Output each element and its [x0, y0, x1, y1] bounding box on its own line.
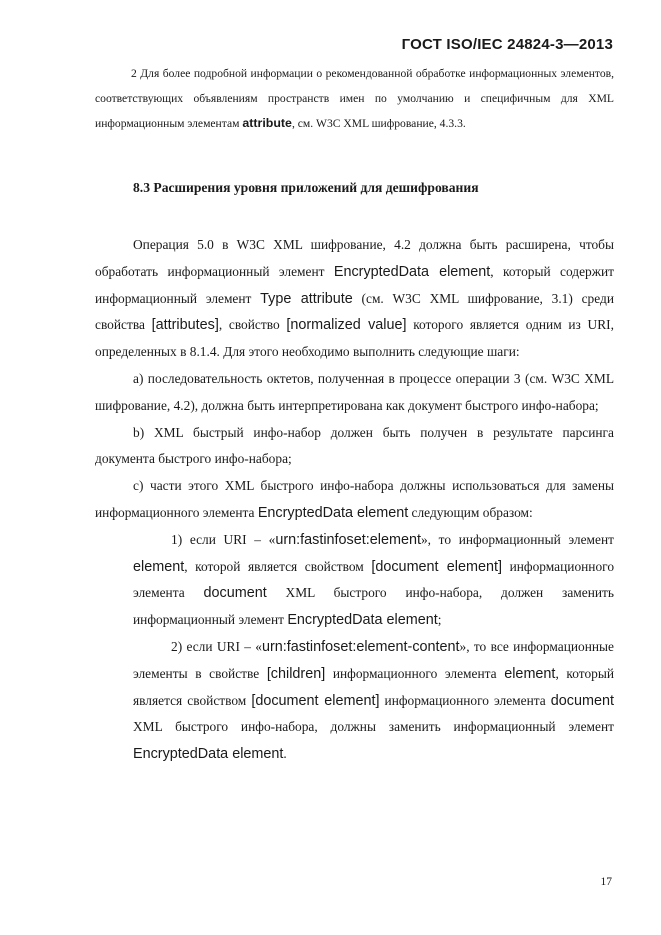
text-run: ; [437, 612, 442, 628]
list-item-a: а) последовательность октетов, полученная в процессе операции 3 (см. W3C XML шифрование, 4.2), должна быть интерпретирована как документ быстрого инфо-набора; [95, 370, 614, 413]
text-run: следующим образом: [408, 504, 533, 520]
term-document: document [203, 585, 267, 602]
term-type-attribute: Type attribute [260, 290, 353, 307]
section-title: 8.3 Расширения уровня приложений для дешифрования [133, 180, 479, 195]
text-run: , свойство [218, 317, 287, 333]
sub-item-1 [133, 527, 614, 634]
term-encrypteddata: EncryptedData element [257, 504, 409, 521]
text-run: . [283, 746, 287, 762]
text-run: 1) если URI – « [171, 531, 276, 547]
text-run: с) части этого XML быстрого инфо-набора должны использоваться для замены информационного элемента [95, 478, 614, 520]
note-2 [95, 62, 614, 137]
sub-item-2 [133, 634, 614, 768]
text-run: XML быстрого инфо-набора, должны заменить информационный элемент [133, 719, 614, 735]
term-document-element: [document element] [371, 558, 502, 575]
note-text-end: , см. W3C XML шифрование, 4.3.3. [291, 117, 466, 130]
text-run: 2) если URI – « [171, 638, 262, 654]
uri-element-content: urn:fastinfoset:element-content [261, 638, 460, 655]
page-number: 17 [600, 876, 612, 888]
text-run: , которой является свойством [184, 558, 372, 574]
term-document: document [550, 692, 614, 709]
term-element: element [504, 665, 556, 682]
text-run: информационного элемента [133, 558, 615, 601]
text-run: информационного элемента [379, 692, 551, 708]
term-children: [children] [266, 665, 326, 682]
text-run: , который является свойством [133, 665, 614, 708]
section-body [95, 232, 614, 768]
list-item-b: b) XML быстрый инфо-набор должен быть получен в результате парсинга документа быстрого инфо-набора; [95, 424, 614, 467]
text-run: которого является одним из URI, определенных в 8.1.4. Для этого необходимо выполнить следующие шаги: [95, 317, 614, 360]
note-term-attribute: attribute [242, 116, 292, 130]
uri-element: urn:fastinfoset:element [275, 531, 421, 548]
text-run: XML быстрого инфо-набора, должен заменить информационный элемент [133, 585, 614, 628]
text-run: », то все информационные элементы в свойстве [133, 638, 614, 681]
text-run: (см. W3C XML шифрование, 3.1) среди свойства [95, 290, 614, 333]
text-run: Операция 5.0 в W3C XML шифрование, 4.2 должна быть расширена, чтобы обработать информационный элемент [95, 237, 614, 279]
term-attributes: [attributes] [151, 317, 219, 334]
paragraph-intro [95, 232, 614, 366]
list-item-c [95, 473, 614, 527]
term-encrypteddata: EncryptedData element [133, 746, 284, 763]
term-normalized-value: [normalized value] [286, 317, 407, 334]
text-run: информационного элемента [325, 665, 505, 681]
term-encrypteddata: EncryptedData element [287, 612, 438, 629]
text-run: , который содержит информационный элемент [95, 263, 614, 306]
term-element: element [133, 558, 185, 575]
standard-id-header: ГОСТ ISO/IEC 24824-3—2013 [401, 36, 613, 53]
term-document-element: [document element] [251, 692, 380, 709]
note-text: 2 Для более подробной информации о рекомендованной обработке информационных элементов, соответствующих объявлениям пространств имен по умолчанию и специфичным для XML информационным элементам [95, 67, 614, 130]
term-encrypteddata: EncryptedData element [333, 263, 491, 280]
text-run: », то информационный элемент [420, 531, 614, 547]
